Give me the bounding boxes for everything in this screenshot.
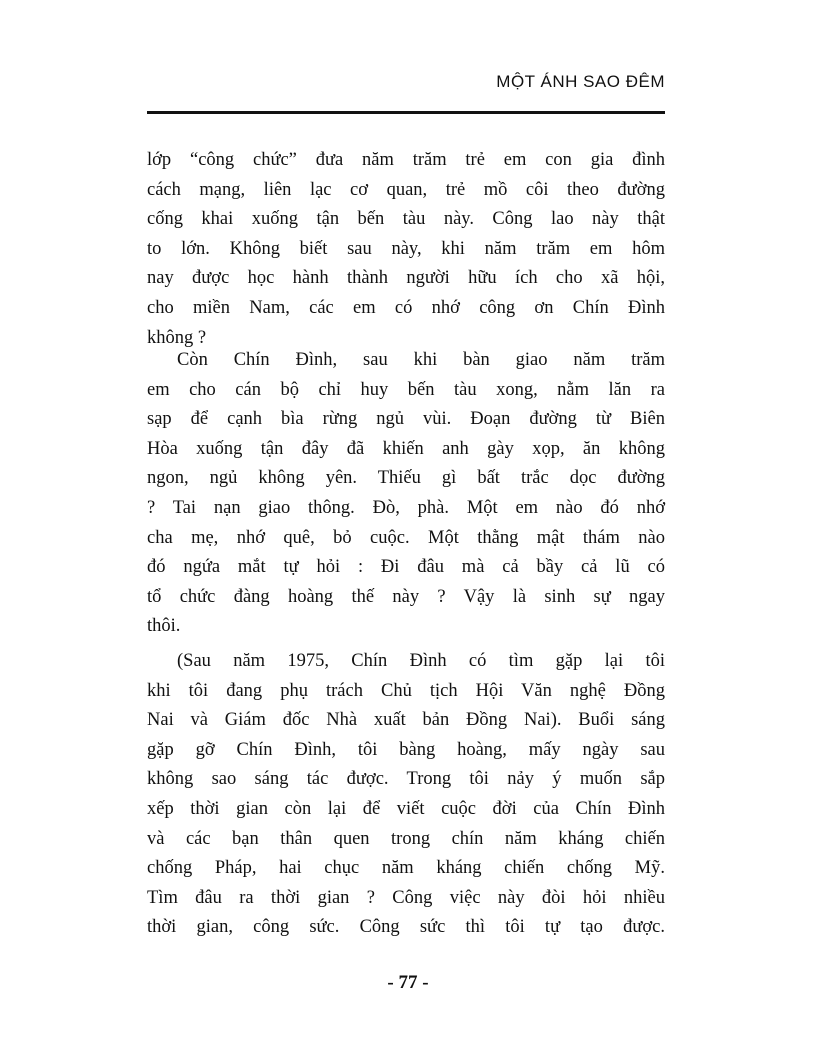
text-line: chống Pháp, hai chục năm kháng chiến chống Mỹ. [147,858,665,879]
text-line: không ? [147,327,207,348]
page-number: - 77 - [387,972,429,993]
running-header: MỘT ÁNH SAO ĐÊM [496,72,665,91]
text-line: em cho cán bộ chỉ huy bến tàu xong, nằm lăn ra [147,379,665,400]
paragraph [147,346,665,642]
text-line: xếp thời gian còn lại để viết cuộc đời của Chín Đình [147,798,665,819]
text-line: cha mẹ, nhớ quê, bỏ cuộc. Một thằng mật thám nào [147,527,665,548]
text-line: lớp “công chức” đưa năm trăm trẻ em con gia đình [147,150,665,170]
text-line: đó ngứa mắt tự hỏi : Đi đâu mà cả bầy cả lũ có [147,557,665,578]
text-line: Còn Chín Đình, sau khi bàn giao năm trăm [177,350,665,370]
paragraph [147,146,665,353]
text-line: khi tôi đang phụ trách Chủ tịch Hội Văn nghệ Đồng [147,680,665,701]
text-line: cho miền Nam, các em có nhớ công ơn Chín Đình [147,297,665,318]
text-line: nay được học hành thành người hữu ích cho xã hội, [147,268,665,289]
text-line: cách mạng, liên lạc cơ quan, trẻ mồ côi theo đường [147,179,665,200]
text-line: ngon, ngủ không yên. Thiếu gì bất trắc dọc đường [147,468,665,489]
text-line: Hòa xuống tận đây đã khiến anh gày xọp, ăn không [147,438,665,459]
paragraph [147,647,665,943]
text-line: sạp để cạnh bìa rừng ngủ vùi. Đoạn đường từ Biên [147,409,665,430]
text-line: và các bạn thân quen trong chín năm kháng chiến [147,828,665,849]
text-line: tổ chức đàng hoàng thế này ? Vậy là sinh sự ngay [147,586,665,607]
text-line: (Sau năm 1975, Chín Đình có tìm gặp lại tôi [177,651,665,671]
text-line: Nai và Giám đốc Nhà xuất bản Đồng Nai). Buổi sáng [147,710,665,731]
text-line: Tìm đâu ra thời gian ? Công việc này đòi hỏi nhiều [147,887,665,908]
text-line: to lớn. Không biết sau này, khi năm trăm em hôm [147,238,665,259]
text-line: ? Tai nạn giao thông. Đò, phà. Một em nào đó nhớ [147,497,665,518]
text-line: cống khai xuống tận bến tàu này. Công lao này thật [147,209,665,230]
text-line: thôi. [147,616,181,637]
text-line: gặp gỡ Chín Đình, tôi bàng hoàng, mấy ngày sau [147,739,665,760]
text-line: không sao sáng tác được. Trong tôi nảy ý muốn sắp [147,769,665,790]
text-line: thời gian, công sức. Công sức thì tôi tự tạo được. [147,917,665,938]
header-rule [147,111,665,114]
